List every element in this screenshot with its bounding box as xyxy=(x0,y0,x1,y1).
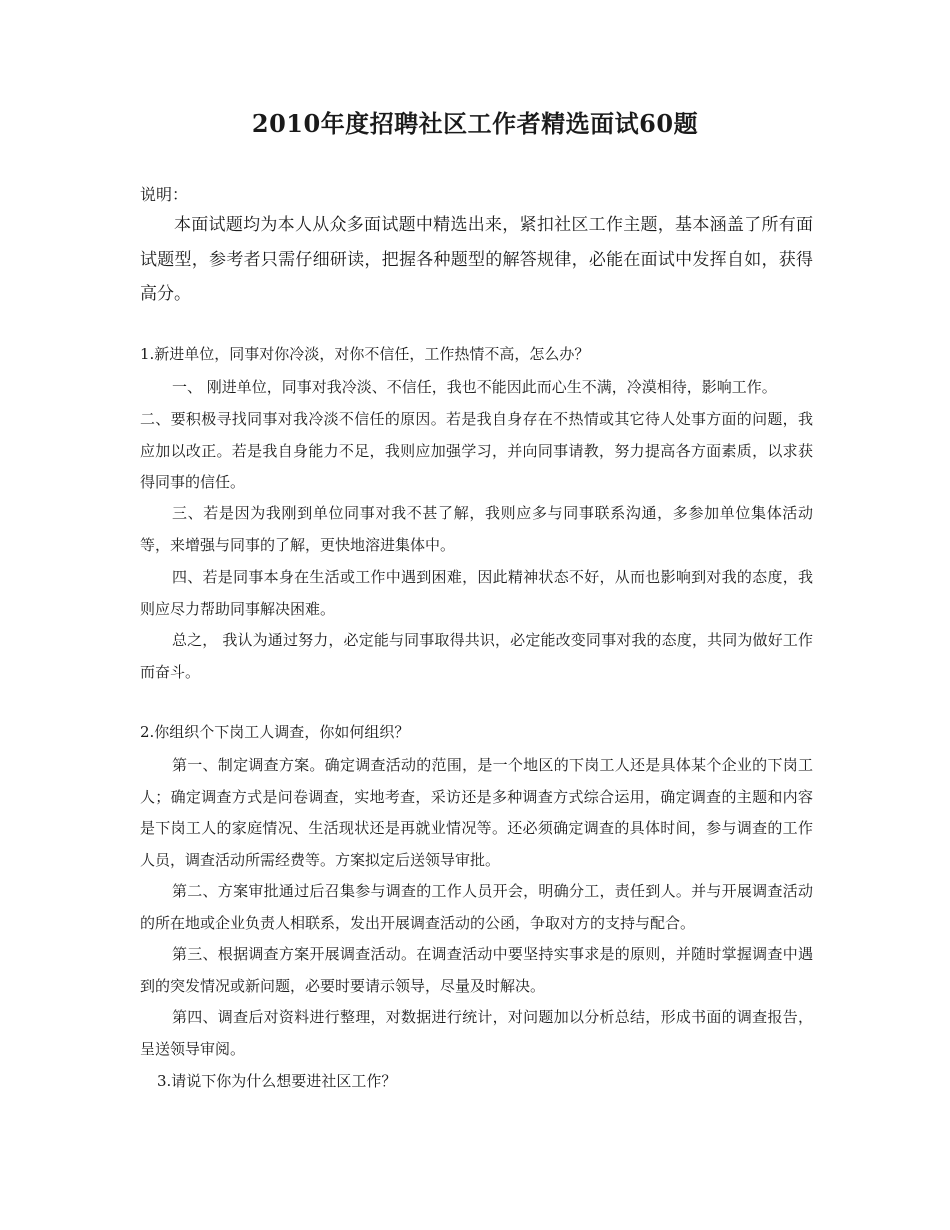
question-1: 1.新进单位，同事对你冷淡，对你不信任，工作热情不高，怎么办？ xyxy=(140,345,590,363)
answer-1-para-1: 一、 刚进单位，同事对我冷淡、不信任，我也不能因此而心生不满，冷漠相待，影响工作。 xyxy=(172,378,777,396)
answer-2-para-1: 第一、制定调查方案。确定调查活动的范围，是一个地区的下岗工人还是具体某个企业的下岗工人；确定调查方式是问卷调查，实地考查，采访还是多种调查方式综合运用，确定调查的主题和内容是下岗工人的家庭情况、生活现状还是再就业情况等。还必须确定调查的具体时间，参与调查的工作人员，调查活动所需经费等。方案拟定后送领导审批。 xyxy=(140,756,813,869)
answer-1-para-3: 三、若是因为我刚到单位同事对我不甚了解，我则应多与同事联系沟通，多参加单位集体活动等，来增强与同事的了解，更快地溶进集体中。 xyxy=(140,504,813,554)
answer-2-para-4: 第四、调查后对资料进行整理，对数据进行统计，对问题加以分析总结，形成书面的调查报告，呈送领导审阅。 xyxy=(140,1008,813,1058)
answer-1-para-2: 二、要积极寻找同事对我冷淡不信任的原因。若是我自身存在不热情或其它待人处事方面的问题，我应加以改正。若是我自身能力不足，我则应加强学习，并向同事请教，努力提高各方面素质，以求获得同事的信任。 xyxy=(140,410,813,491)
answer-1-para-4: 四、若是同事本身在生活或工作中遇到困难，因此精神状态不好，从而也影响到对我的态度，我则应尽力帮助同事解决困难。 xyxy=(140,568,813,618)
answer-1-para-5: 总之， 我认为通过努力，必定能与同事取得共识，必定能改变同事对我的态度，共同为做好工作而奋斗。 xyxy=(140,631,813,681)
answer-2-para-3: 第三、根据调查方案开展调查活动。在调查活动中要坚持实事求是的原则，并随时掌握调查中遇到的突发情况或新问题，必要时要请示领导，尽量及时解决。 xyxy=(140,945,813,995)
note-body: 本面试题均为本人从众多面试题中精选出来，紧扣社区工作主题，基本涵盖了所有面试题型，参考者只需仔细研读，把握各种题型的解答规律，必能在面试中发挥自如，获得高分。 xyxy=(140,215,813,304)
document-title: 2010年度招聘社区工作者精选面试60题 xyxy=(251,109,699,138)
note-label: 说明： xyxy=(140,185,189,204)
question-3: 3.请说下你为什么想要进社区工作？ xyxy=(157,1072,397,1090)
answer-2-para-2: 第二、方案审批通过后召集参与调查的工作人员开会，明确分工，责任到人。并与开展调查活动的所在地或企业负责人相联系，发出开展调查活动的公函，争取对方的支持与配合。 xyxy=(140,882,813,932)
question-2: 2.你组织个下岗工人调查，你如何组织？ xyxy=(140,723,410,741)
